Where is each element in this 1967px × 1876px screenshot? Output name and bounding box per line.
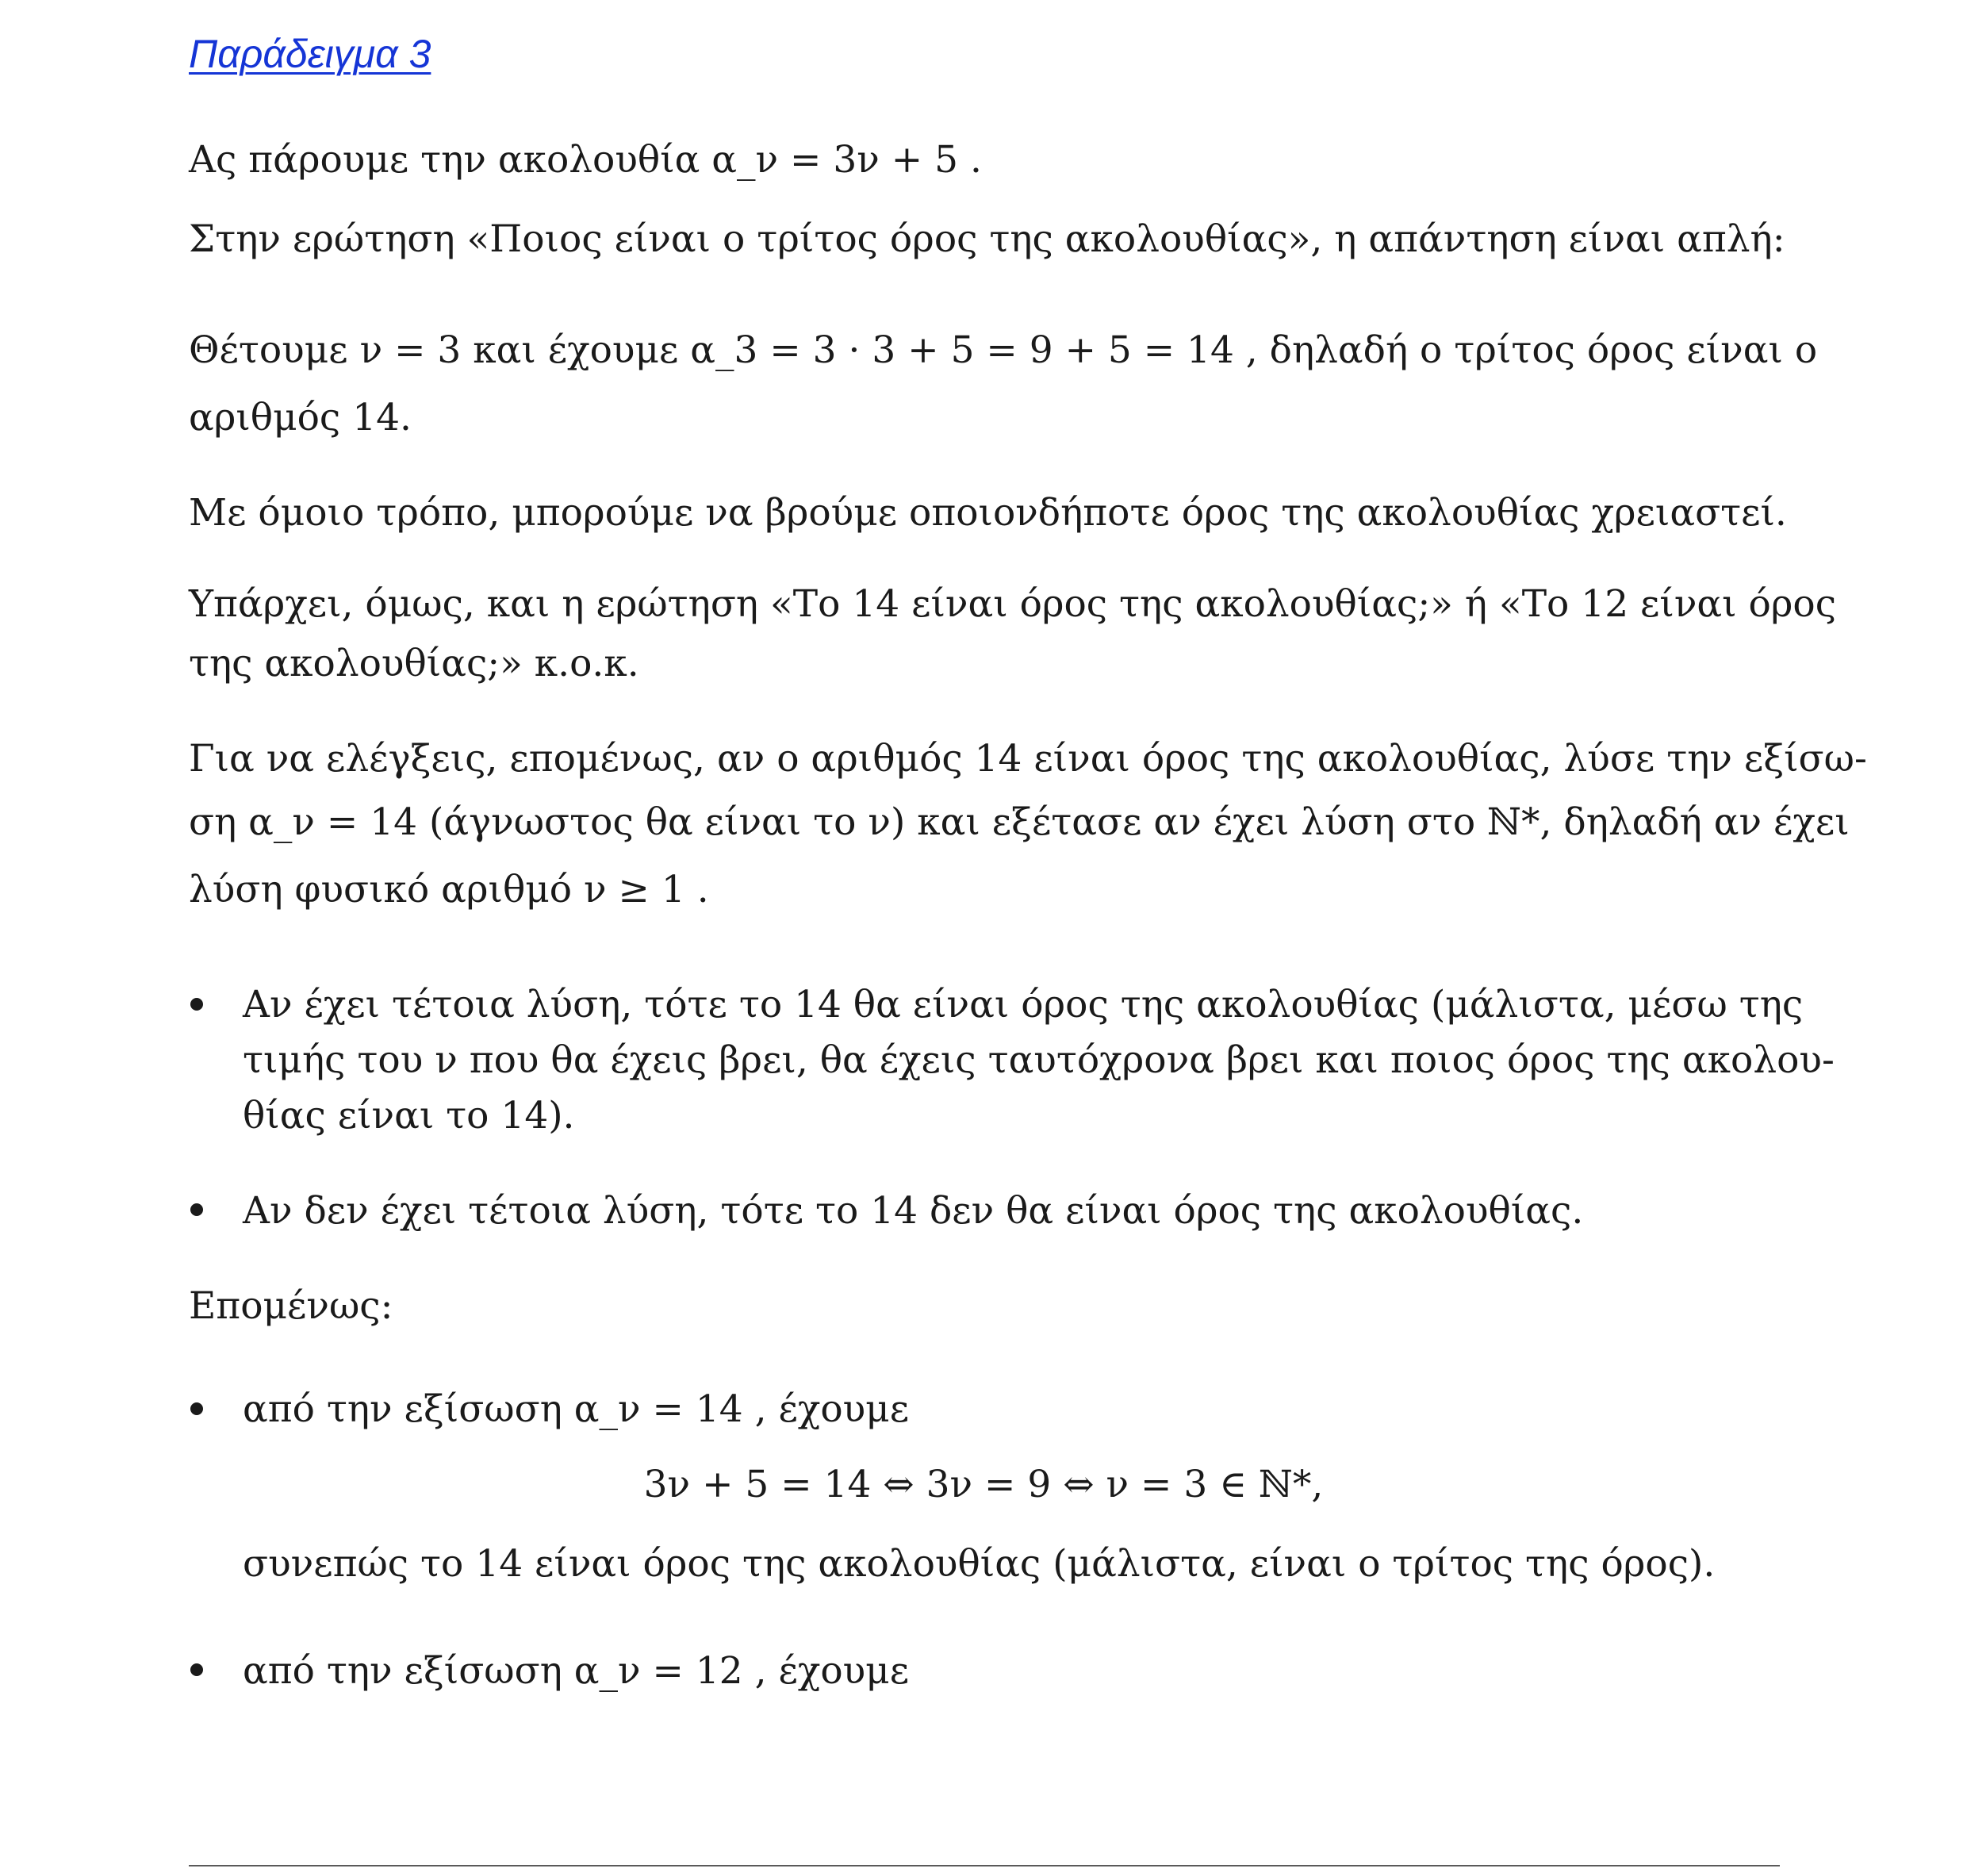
list-item-has-solution: Αν έχει τέτοια λύση, τότε το 14 θα είναι όρος της ακολουθίας (μάλιστα, μέσω της	[243, 983, 1804, 1026]
list-item-equation-14: από την εξίσωση α_ν = 14 , έχουμε	[243, 1387, 910, 1431]
paragraph-compute-third-term-cont: αριθμός 14.	[189, 396, 412, 439]
bullet-dot	[190, 1663, 203, 1676]
paragraph-any-term: Με όμοιο τρόπο, μπορούμε να βρούμε οποιονδήποτε όρος της ακολουθίας χρειαστεί.	[189, 491, 1787, 535]
bullet-dot	[190, 998, 203, 1011]
list-item-equation-12: από την εξίσωση α_ν = 12 , έχουμε	[243, 1649, 910, 1693]
list-item-has-solution-cont: τιμής του ν που θα έχεις βρει, θα έχεις ταυτόχρονα βρει και ποιος όρος της ακολου-	[243, 1038, 1835, 1082]
paragraph-membership-question: Υπάρχει, όμως, και η ερώτηση «Το 14 είναι όρος της ακολουθίας;» ή «Το 12 είναι όρος	[189, 582, 1837, 626]
footer-divider	[189, 1865, 1780, 1866]
list-item-no-solution: Αν δεν έχει τέτοια λύση, τότε το 14 δεν θα είναι όρος της ακολουθίας.	[243, 1189, 1584, 1233]
paragraph-method: Για να ελέγξεις, επομένως, αν ο αριθμός 14 είναι όρος της ακολουθίας, λύσε την εξίσω-	[189, 737, 1867, 781]
paragraph-question-third-term: Στην ερώτηση «Ποιος είναι ο τρίτος όρος της ακολουθίας», η απάντηση είναι απλή:	[189, 217, 1785, 261]
list-item-has-solution-end: θίας είναι το 14).	[243, 1094, 575, 1137]
paragraph-therefore: Επομένως:	[189, 1284, 393, 1328]
paragraph-method-end: λύση φυσικό αριθμό ν ≥ 1 .	[189, 868, 709, 911]
paragraph-compute-third-term: Θέτουμε ν = 3 και έχουμε α_3 = 3 · 3 + 5 = 9 + 5 = 14 , δηλαδή ο τρίτος όρος είναι ο	[189, 328, 1818, 372]
display-equation: 3ν + 5 = 14 ⇔ 3ν = 9 ⇔ ν = 3 ∈ ℕ*,	[643, 1463, 1324, 1506]
example-title-link[interactable]: Παράδειγμα 3	[189, 32, 431, 76]
bullet-dot	[190, 1203, 203, 1216]
paragraph-method-cont: ση α_ν = 14 (άγνωστος θα είναι το ν) και εξέτασε αν έχει λύση στο ℕ*, δηλαδή αν έχει	[189, 800, 1850, 844]
bullet-dot	[190, 1402, 203, 1415]
paragraph-membership-question-cont: της ακολουθίας;» κ.ο.κ.	[189, 642, 639, 685]
paragraph-sequence-definition: Ας πάρουμε την ακολουθία α_ν = 3ν + 5 .	[189, 138, 982, 182]
list-item-equation-14-conclusion: συνεπώς το 14 είναι όρος της ακολουθίας (μάλιστα, είναι ο τρίτος της όρος).	[243, 1542, 1716, 1586]
